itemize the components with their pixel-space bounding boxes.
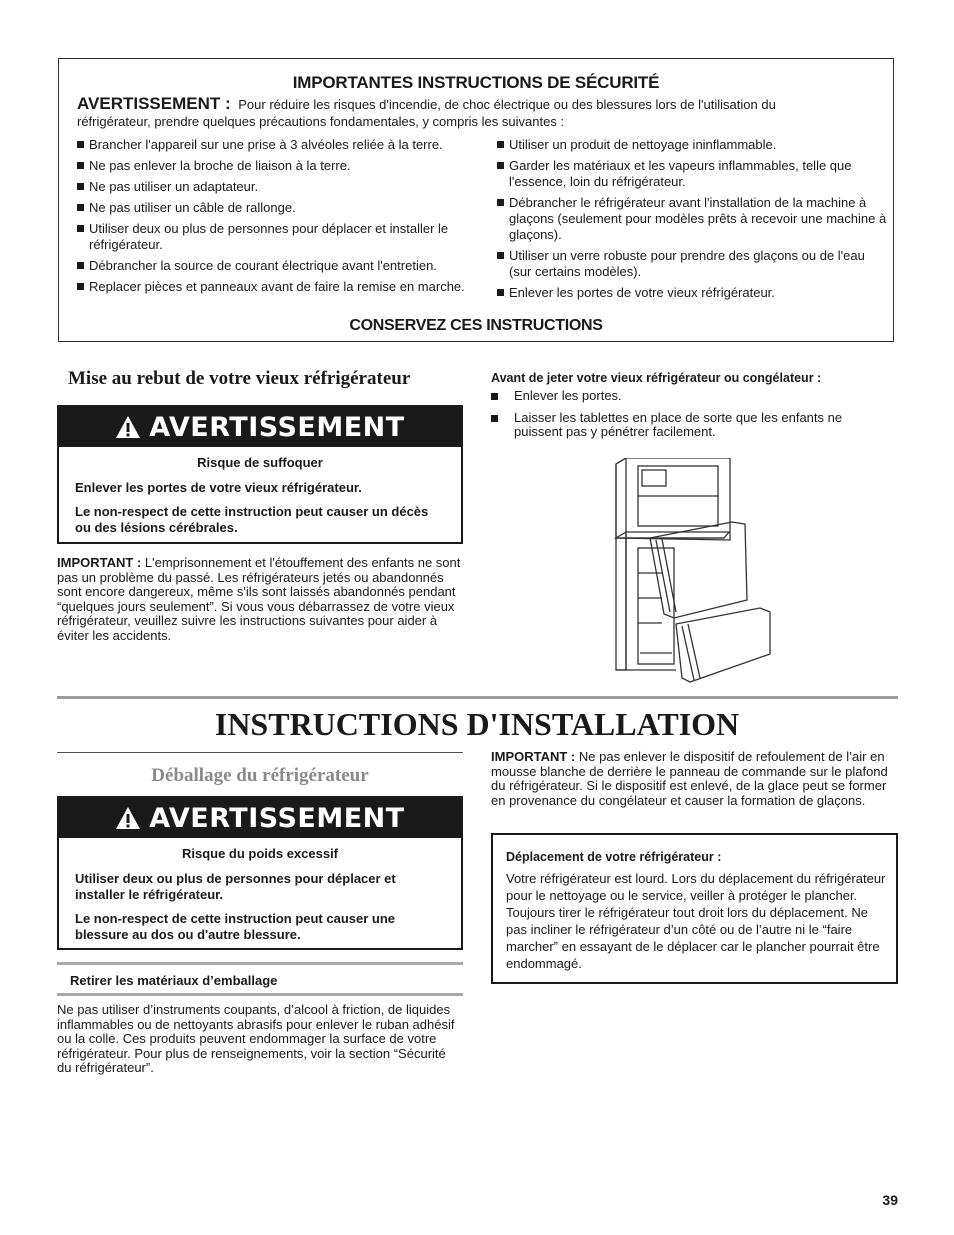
warning-body — [59, 447, 461, 552]
before-list — [491, 389, 881, 440]
list-item: Ne pas enlever la broche de liaison à la terre. — [77, 158, 477, 174]
important-text: Ne pas enlever le dispositif de refoulement de l’air en mousse blanche de derrière le panneau de commande sur le plafond du réfrigérateur. Si le dispositif est enlevé, de la glace peut se former en provenance du congélateur et causer la formation de glaçons. — [491, 749, 888, 808]
remove-packaging-subheading — [57, 962, 463, 996]
list-item: Brancher l'appareil sur une prise à 3 alvéoles reliée à la terre. — [77, 137, 477, 153]
list-item: Utiliser un produit de nettoyage ininflammable. — [497, 137, 887, 153]
warning-consequence: Le non-respect de cette instruction peut causer une blessure au dos ou d'autre blessure. — [75, 911, 396, 942]
subheading-text: Retirer les matériaux d’emballage — [70, 973, 278, 988]
list-item: Utiliser deux ou plus de personnes pour déplacer et installer le réfrigérateur. — [77, 221, 477, 253]
disposal-heading: Mise au rebut de votre vieux réfrigérateur — [68, 368, 411, 389]
warning-header — [59, 407, 461, 447]
list-item: Replacer pièces et panneaux avant de faire la remise en marche. — [77, 279, 477, 295]
safety-list-left — [77, 137, 477, 300]
warning-triangle-icon — [115, 806, 141, 830]
warning-header — [59, 798, 461, 838]
refrigerator-doors-removed-illustration — [612, 458, 777, 686]
safety-instructions-box — [58, 58, 894, 342]
safety-intro-text: Pour réduire les risques d'incendie, de choc électrique ou des blessures lors de l'utilisation du réfrigérateur, prendre quelques précautions fondamentales, y compris les suivantes : — [77, 97, 776, 129]
suffocation-warning-box — [57, 405, 463, 544]
list-item: Ne pas utiliser un adaptateur. — [77, 179, 477, 195]
disposal-important — [57, 556, 463, 643]
install-important — [491, 750, 898, 808]
warning-line: Enlever les portes de votre vieux réfrigérateur. — [75, 480, 362, 495]
warning-consequence: Le non-respect de cette instruction peut causer un décès ou des lésions cérébrales. — [75, 504, 429, 535]
warning-risk: Risque du poids excessif — [181, 846, 339, 861]
bullet-icon — [491, 393, 498, 400]
warning-body — [59, 838, 461, 959]
list-item: Garder les matériaux et les vapeurs inflammables, telle que l'essence, loin du réfrigérateur. — [497, 158, 887, 190]
warning-word: AVERTISSEMENT — [149, 411, 405, 443]
safety-title: IMPORTANTES INSTRUCTIONS DE SÉCURITÉ — [292, 73, 660, 92]
safety-list-right — [497, 137, 887, 306]
list-item — [491, 411, 881, 440]
divider — [57, 696, 898, 699]
warning-triangle-icon — [115, 415, 141, 439]
list-item: Débrancher la source de courant électrique avant l'entretien. — [77, 258, 477, 274]
list-item: Utiliser un verre robuste pour prendre des glaçons ou de l'eau (sur certains modèles). — [497, 248, 887, 280]
list-item: Ne pas utiliser un câble de rallonge. — [77, 200, 477, 216]
warning-line: Utiliser deux ou plus de personnes pour déplacer et installer le réfrigérateur. — [75, 871, 396, 902]
remove-packaging-text: Ne pas utiliser d’instruments coupants, d’alcool à friction, de liquides inflammables ou de nettoyants abrasifs pour enlever le ruban adhésif ou la colle. Ces produits peuvent endommager la surface de votre réfrigérateur. Pour plus de renseignements, voir la section “Sécurité du réfrigérateur”. — [57, 1002, 455, 1075]
safety-footer: CONSERVEZ CES INSTRUCTIONS — [349, 317, 603, 334]
safety-intro-lead: AVERTISSEMENT : — [77, 94, 231, 113]
list-item-text: Enlever les portes. — [514, 388, 622, 403]
warning-risk: Risque de suffoquer — [197, 455, 323, 470]
bullet-icon — [491, 415, 498, 422]
list-item — [491, 389, 881, 404]
divider — [57, 752, 463, 753]
list-item-text: Laisser les tablettes en place de sorte que les enfants ne puissent pas y pénétrer facilement. — [514, 409, 843, 439]
moving-refrigerator-box — [491, 833, 898, 984]
before-heading: Avant de jeter votre vieux réfrigérateur ou congélateur : — [491, 371, 822, 385]
list-item: Débrancher le réfrigérateur avant l'installation de la machine à glaçons (seulement pour modèles prêts à recevoir une machine à glaçons). — [497, 195, 887, 243]
page-title: INSTRUCTIONS D'INSTALLATION — [214, 706, 740, 742]
important-lead: IMPORTANT : — [57, 555, 142, 570]
safety-intro — [77, 95, 853, 130]
important-text: L'emprisonnement et l'étouffement des enfants ne sont pas un problème du passé. Les réfrigérateurs jetés ou abandonnés sont encore dangereux, même s'ils sont laissés abandonnés pendant “quelques jours seulement”. Si vous vous débarrassez de votre vieux réfrigérateur, veuillez suivre les instructions suivantes pour aider à éviter les accidents. — [57, 555, 461, 643]
list-item: Enlever les portes de votre vieux réfrigérateur. — [497, 285, 887, 301]
warning-word: AVERTISSEMENT — [149, 802, 405, 834]
page-number: 39 — [882, 1192, 898, 1208]
weight-warning-box — [57, 796, 463, 950]
moving-text: Votre réfrigérateur est lourd. Lors du déplacement du réfrigérateur pour le nettoyage ou le service, veiller à protéger le plancher. Toujours tirer le réfrigérateur tout droit lors du déplacement. Ne pas incliner le réfrigérateur d’un côté ou de l’autre ni le “faire marcher” en essayant de le déplacer car le plancher pourrait être endommagé. — [506, 871, 886, 971]
important-lead: IMPORTANT : — [491, 749, 576, 764]
moving-heading: Déplacement de votre réfrigérateur : — [506, 850, 722, 864]
unpack-heading: Déballage du réfrigérateur — [151, 765, 369, 786]
